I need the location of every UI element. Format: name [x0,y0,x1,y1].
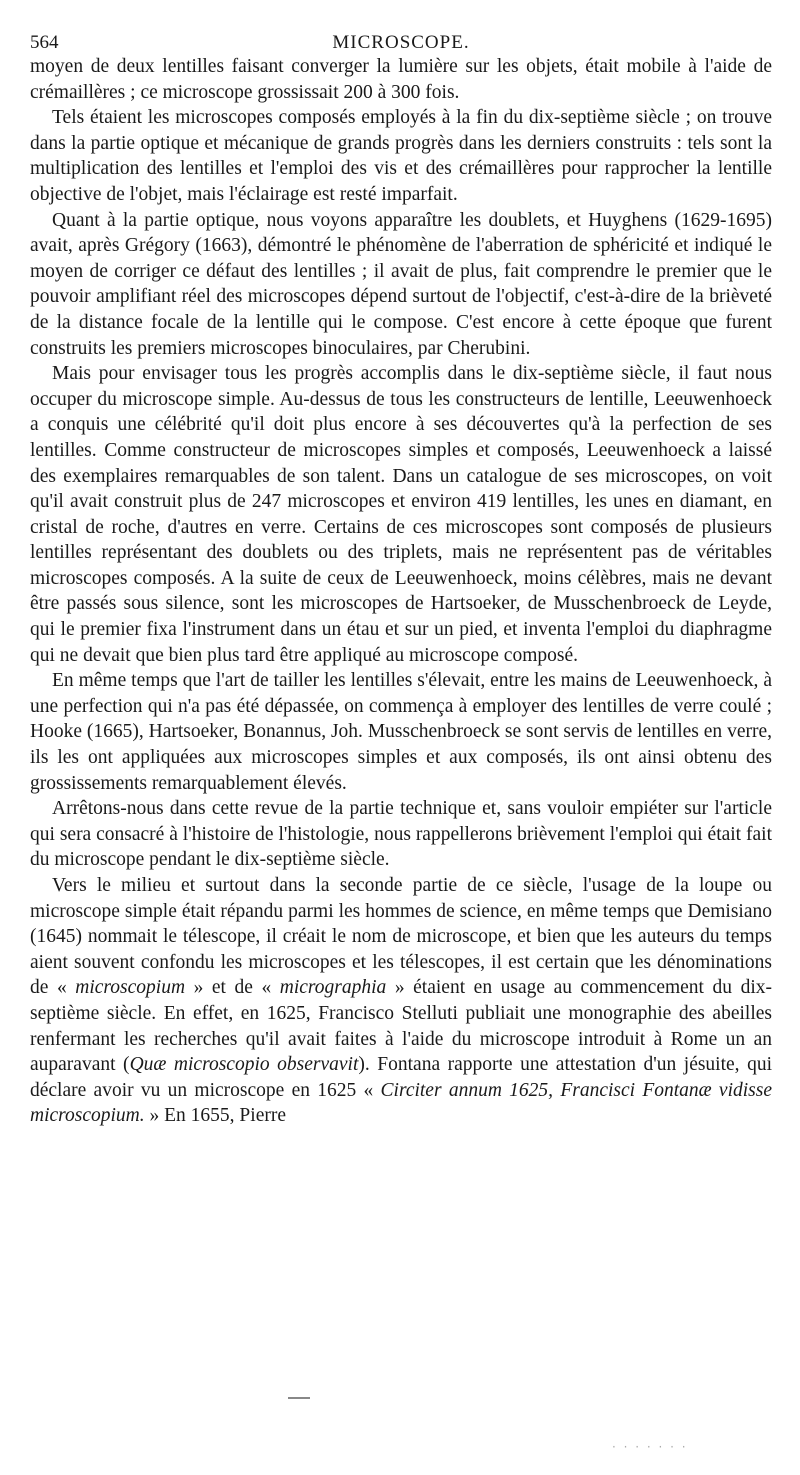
text-run: » et de « [185,977,280,999]
italic-text: Quæ microscopio observavit [129,1054,359,1076]
text-run: En même temps que l'art de tailler les lentilles s'élevait, entre les mains de Leeuwenhoeck, à une perfection qui n'a pas été dépassée, on commença à employer des lentilles de verre coulé ; Hooke (1665), Hartsoeker, Bonannus, Joh. Musschenbroeck se sont servis de lentilles en verre, ils les ont appliquées aux microscopes simples et aux composés, ils ont ainsi obtenu des grossissements remarquablement élevés. [30,670,772,794]
body-text [30,54,772,1129]
paragraph [30,208,772,362]
italic-text: micrographia [279,977,387,999]
book-page [30,28,772,1129]
paragraph [30,796,772,873]
text-run: Mais pour envisager tous les progrès accomplis dans le dix-septième siècle, il faut nous occuper du microscope simple. Au-dessus de tous les constructeurs de lentille, Leeuwenhoeck a conquis une célébrité qu'il doit plus encore à ses découvertes qu'à la perfection de ses lentilles. Comme constructeur de microscopes simples et composés, Leeuwenhoeck a laissé des exemplaires remarquables de son talent. Dans un catalogue de ses microscopes, on voit qu'il avait construit plus de 247 microscopes et environ 419 lentilles, les unes en diamant, en cristal de roche, d'autres en verre. Certains de ces microscopes sont composés de plusieurs lentilles représentant des doublets ou des triplets, mais ne représentent pas de véritables microscopes composés. A la suite de ceux de Leeuwenhoeck, moins célèbres, mais ne devant être passés sous silence, sont les microscopes de Hartsoeker, de Musschenbroeck de Leyde, qui le premier fixa l'instrument dans un étau et sur un pied, et inventa l'emploi du diaphragme qui ne devait que bien plus tard être appliqué au microscope composé. [30,363,772,666]
paragraph [30,54,772,105]
text-run: ). Fontana rapporte une attestation d'un jésuite, qui déclare avoir vu un microscope en 1625 « [30,1054,772,1101]
text-run: Arrêtons-nous dans cette revue de la partie technique et, sans vouloir empiéter sur l'article qui sera consacré à l'histoire de l'histologie, nous rappellerons brièvement l'emploi qui était fait du microscope pendant le dix-septième siècle. [30,798,772,871]
text-run: Quant à la partie optique, nous voyons apparaître les doublets, et Huyghens (1629-1695) avait, après Grégory (1663), démontré le phénomène de l'aberration de sphéricité et indiqué le moyen de corriger ce défaut des lentilles ; il avait de plus, fait comprendre le premier que le pouvoir amplifiant réel des microscopes dépend surtout de l'objectif, c'est-à-dire de la brièveté de la distance focale de la lentille qui le compose. C'est encore à cette époque que furent construits les premiers microscopes binoculaires, par Cherubini. [30,209,772,359]
text-run: Tels étaient les microscopes composés employés à la fin du dix-septième siècle ; on trouve dans la partie optique et mécanique de grands progrès dans les derniers construits : tels sont la multiplication des lentilles et l'emploi des vis et des crémaillères pour rapprocher la lentille objective de l'objet, mais l'éclairage est resté imparfait. [30,107,772,205]
page-header [30,28,772,54]
running-title: MICROSCOPE. [332,32,470,53]
text-run: moyen de deux lentilles faisant converger la lumière sur les objets, était mobile à l'aide de crémaillères ; ce microscope grossissait 200 à 300 fois. [30,56,772,103]
paragraph [30,873,772,1129]
italic-text: microscopium [75,977,186,999]
paragraph [30,361,772,668]
footer-marks: · · · · · · · [612,1440,688,1454]
page-number: 564 [30,32,59,53]
text-run: » En 1655, Pierre [144,1105,286,1127]
footer-rule [288,1397,310,1399]
paragraph [30,105,772,207]
paragraph [30,668,772,796]
text-run: » étaient en usage au commencement du dix-septième siècle. En effet, en 1625, Francisco Stelluti publiait une monographie des abeilles renfermant les recherches qu'il avait faites à l'aide du microscope introduit à Rome un an auparavant ( [30,977,772,1076]
italic-text: Circiter annum 1625, Francisci Fontanæ vidisse microscopium. [30,1079,772,1127]
text-run: Vers le milieu et surtout dans la seconde partie de ce siècle, l'usage de la loupe ou microscope simple était répandu parmi les hommes de science, en même temps que Demisiano (1645) nommait le télescope, il créait le nom de microscope, et bien que les auteurs du temps aient souvent confondu les microscopes et les télescopes, il est certain que les dénominations de « [30,875,772,999]
